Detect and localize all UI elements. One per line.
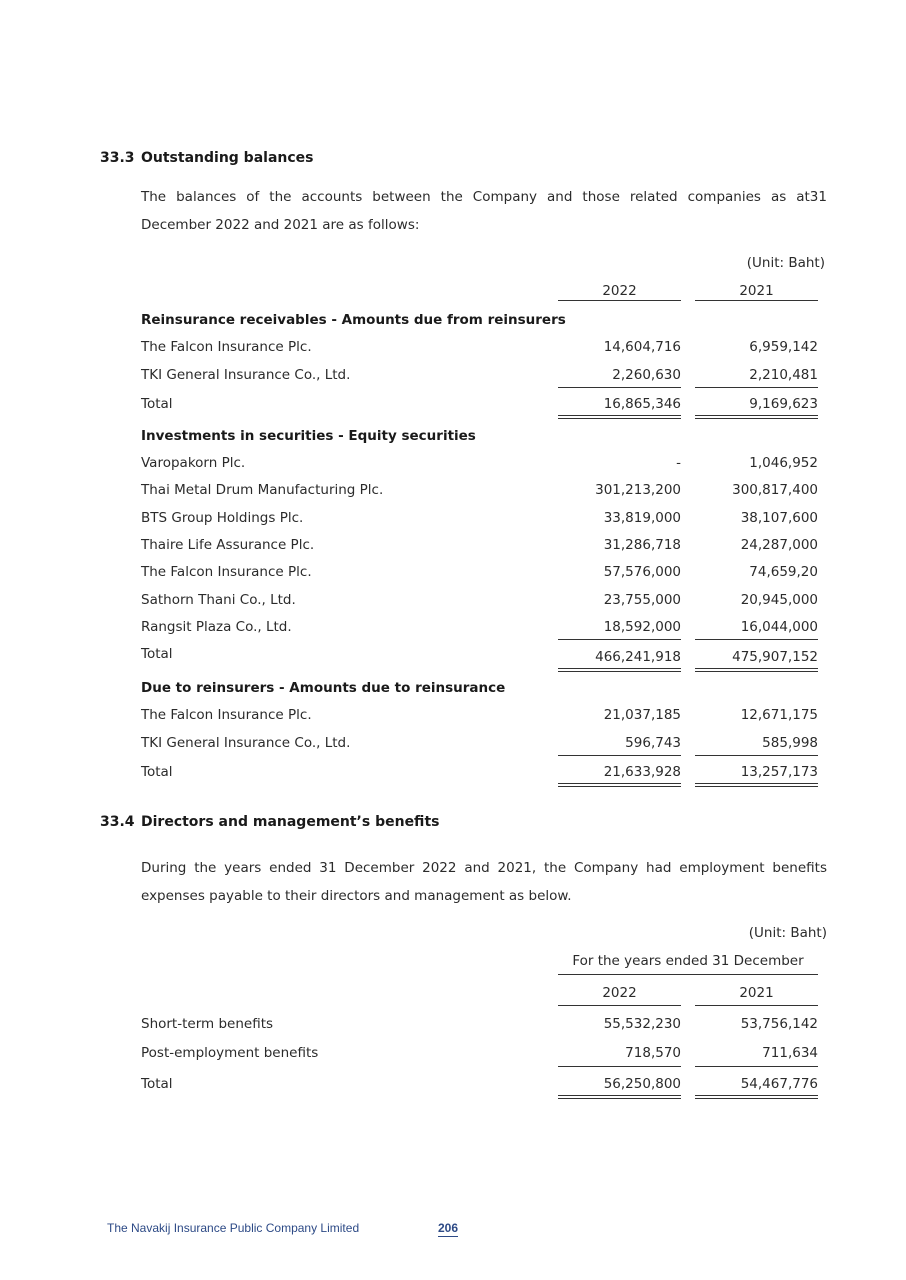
subtotal-rule: [695, 387, 818, 388]
row-label: The Falcon Insurance Plc.: [141, 564, 312, 580]
row-label: Sathorn Thani Co., Ltd.: [141, 592, 296, 608]
total-double-rule: [558, 783, 681, 787]
row-value-2022: 33,819,000: [603, 510, 681, 526]
row-label: Thaire Life Assurance Plc.: [141, 537, 315, 553]
row-value-2022: 55,532,230: [603, 1016, 681, 1032]
total-label: Total: [141, 646, 173, 662]
total-value-2021: 13,257,173: [740, 764, 818, 780]
row-value-2022: 21,037,185: [603, 707, 681, 723]
row-value-2022: 596,743: [625, 735, 681, 751]
subtotal-rule: [695, 755, 818, 756]
total-value-2021: 54,467,776: [740, 1076, 818, 1092]
row-value-2021: 6,959,142: [749, 339, 818, 355]
subtotal-rule: [558, 755, 681, 756]
row-value-2021: 74,659,20: [749, 564, 818, 580]
row-value-2022: 301,213,200: [595, 482, 681, 498]
subtotal-rule: [558, 639, 681, 640]
row-label: Short-term benefits: [141, 1016, 274, 1032]
row-value-2021: 2,210,481: [749, 367, 818, 383]
total-double-rule: [558, 1095, 681, 1099]
subtotal-rule: [558, 387, 681, 388]
row-value-2022: 23,755,000: [603, 592, 681, 608]
total-value-2022: 56,250,800: [603, 1076, 681, 1092]
period-rule: [558, 974, 818, 975]
total-value-2022: 21,633,928: [603, 764, 681, 780]
row-value-2021: 1,046,952: [749, 455, 818, 471]
total-label: Total: [141, 764, 173, 780]
row-value-2022: -: [676, 455, 681, 471]
row-label: Rangsit Plaza Co., Ltd.: [141, 619, 292, 635]
total-value-2021: 9,169,623: [749, 396, 818, 412]
footer-company-name: The Navakij Insurance Public Company Limited: [107, 1221, 360, 1235]
group-heading: Due to reinsurers - Amounts due to reinsurance: [141, 680, 506, 696]
total-value-2022: 16,865,346: [603, 396, 681, 412]
unit-label: (Unit: Baht): [746, 255, 825, 271]
total-double-rule: [695, 783, 818, 787]
subtotal-rule: [695, 1066, 818, 1067]
unit-label: (Unit: Baht): [748, 925, 827, 941]
total-label: Total: [141, 396, 173, 412]
section-number: 33.3: [100, 150, 135, 166]
row-value-2021: 24,287,000: [740, 537, 818, 553]
group-heading: Investments in securities - Equity securities: [141, 428, 476, 444]
header-rule: [695, 300, 818, 301]
total-double-rule: [695, 415, 818, 419]
total-double-rule: [695, 668, 818, 672]
total-value-2022: 466,241,918: [595, 649, 681, 665]
row-label: TKI General Insurance Co., Ltd.: [141, 367, 351, 383]
row-label: Varopakorn Plc.: [141, 455, 246, 471]
row-label: Post-employment benefits: [141, 1045, 319, 1061]
page-number: 206: [438, 1221, 459, 1235]
header-rule: [695, 1005, 818, 1006]
row-value-2021: 16,044,000: [740, 619, 818, 635]
row-label: BTS Group Holdings Plc.: [141, 510, 304, 526]
row-value-2021: 711,634: [762, 1045, 818, 1061]
section-number: 33.4: [100, 814, 135, 830]
total-value-2021: 475,907,152: [732, 649, 818, 665]
row-value-2022: 31,286,718: [603, 537, 681, 553]
row-value-2022: 57,576,000: [603, 564, 681, 580]
row-value-2021: 20,945,000: [740, 592, 818, 608]
section-paragraph: The balances of the accounts between the Company and those related companies as at31 December 2022 and 2021 are as follows:: [141, 189, 827, 233]
row-value-2021: 38,107,600: [740, 510, 818, 526]
total-double-rule: [558, 668, 681, 672]
column-header-2021: 2021: [739, 985, 774, 1001]
period-header: For the years ended 31 December: [572, 953, 804, 969]
subtotal-rule: [695, 639, 818, 640]
section-title: Outstanding balances: [141, 150, 314, 166]
row-value-2022: 2,260,630: [612, 367, 681, 383]
section-title: Directors and management’s benefits: [141, 814, 440, 830]
group-heading: Reinsurance receivables - Amounts due from reinsurers: [141, 312, 566, 328]
row-label: The Falcon Insurance Plc.: [141, 707, 312, 723]
row-label: TKI General Insurance Co., Ltd.: [141, 735, 351, 751]
subtotal-rule: [558, 1066, 681, 1067]
row-value-2021: 585,998: [762, 735, 818, 751]
header-rule: [558, 300, 681, 301]
row-value-2022: 718,570: [625, 1045, 681, 1061]
total-double-rule: [695, 1095, 818, 1099]
row-value-2021: 12,671,175: [740, 707, 818, 723]
row-value-2022: 18,592,000: [603, 619, 681, 635]
row-label: The Falcon Insurance Plc.: [141, 339, 312, 355]
column-header-2022: 2022: [602, 283, 637, 299]
row-label: Thai Metal Drum Manufacturing Plc.: [141, 482, 384, 498]
column-header-2022: 2022: [602, 985, 637, 1001]
row-value-2022: 14,604,716: [603, 339, 681, 355]
row-value-2021: 53,756,142: [740, 1016, 818, 1032]
row-value-2021: 300,817,400: [732, 482, 818, 498]
header-rule: [558, 1005, 681, 1006]
section-paragraph: During the years ended 31 December 2022 and 2021, the Company had employment benefits expenses payable to their directors and management as below.: [141, 860, 827, 904]
total-label: Total: [141, 1076, 173, 1092]
column-header-2021: 2021: [739, 283, 774, 299]
total-double-rule: [558, 415, 681, 419]
